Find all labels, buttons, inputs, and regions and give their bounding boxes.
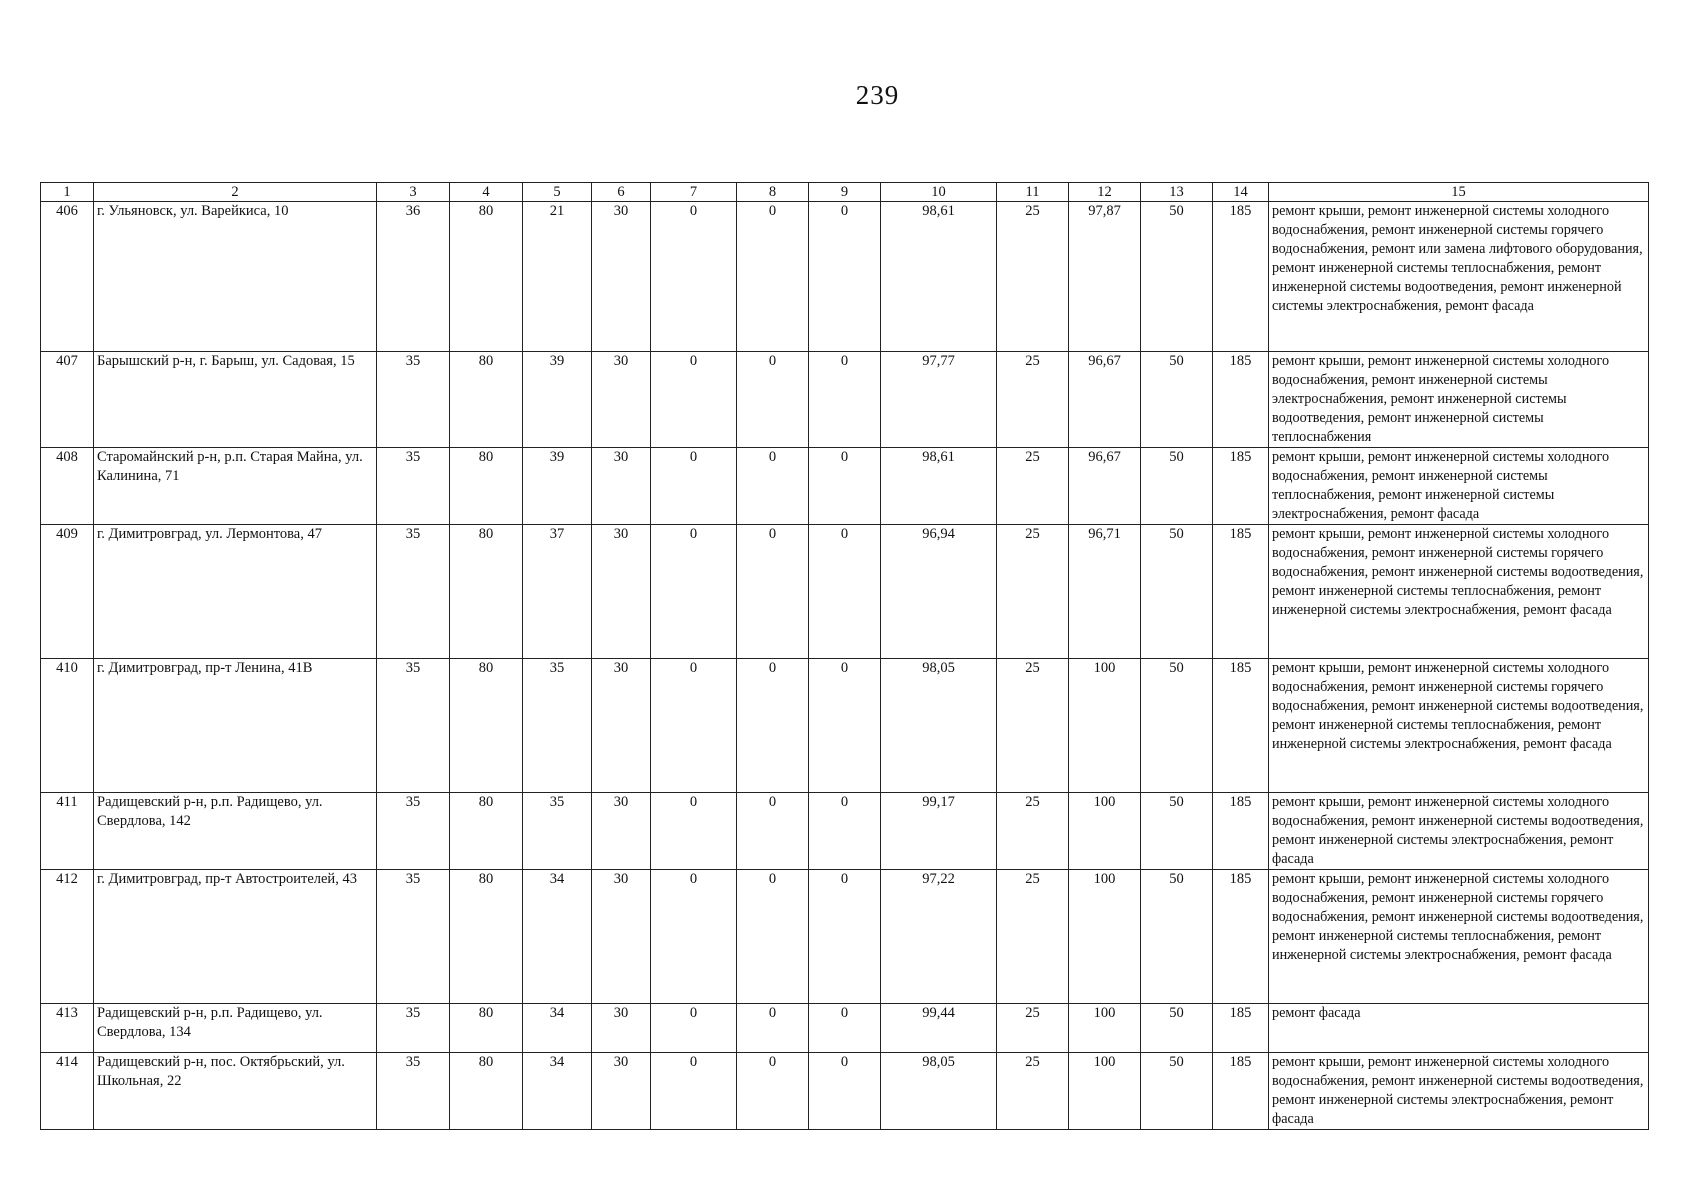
works-cell: ремонт крыши, ремонт инженерной системы холодного водоснабжения, ремонт инженерной системы горячего водоснабжения, ремонт инженерной системы водоотведения, ремонт инженерной системы теплоснабжения, ремонт инженерной системы электроснабжения, ремонт фасада [1269,525,1649,659]
table-row [41,870,1649,1004]
cell-col-14: 185 [1213,448,1269,525]
cell-col-6: 30 [592,1004,651,1053]
cell-col-13: 50 [1141,525,1213,659]
column-header-10: 10 [881,183,997,202]
column-header-11: 11 [997,183,1069,202]
works-cell: ремонт крыши, ремонт инженерной системы холодного водоснабжения, ремонт инженерной системы горячего водоснабжения, ремонт или замена лифтового оборудования, ремонт инженерной системы теплоснабжения, ремонт инженерной системы водоотведения, ремонт инженерной системы электроснабжения, ремонт фасада [1269,202,1649,352]
column-header-7: 7 [651,183,737,202]
cell-col-9: 0 [809,448,881,525]
works-cell: ремонт крыши, ремонт инженерной системы холодного водоснабжения, ремонт инженерной системы горячего водоснабжения, ремонт инженерной системы водоотведения, ремонт инженерной системы теплоснабжения, ремонт инженерной системы электроснабжения, ремонт фасада [1269,870,1649,1004]
table-row [41,448,1649,525]
cell-col-8: 0 [737,870,809,1004]
row-number-cell: 407 [41,352,94,448]
cell-col-13: 50 [1141,202,1213,352]
cell-col-14: 185 [1213,1053,1269,1130]
cell-col-6: 30 [592,659,651,793]
table-row [41,525,1649,659]
cell-col-8: 0 [737,525,809,659]
address-cell: Радищевский р-н, р.п. Радищево, ул. Свердлова, 142 [94,793,377,870]
cell-col-5: 39 [523,448,592,525]
cell-col-12: 96,67 [1069,448,1141,525]
cell-col-10: 96,94 [881,525,997,659]
cell-col-7: 0 [651,352,737,448]
registry-table [40,182,1649,1130]
cell-col-8: 0 [737,1004,809,1053]
cell-col-12: 97,87 [1069,202,1141,352]
cell-col-14: 185 [1213,202,1269,352]
cell-col-3: 35 [377,793,450,870]
cell-col-9: 0 [809,1004,881,1053]
cell-col-7: 0 [651,659,737,793]
cell-col-6: 30 [592,870,651,1004]
cell-col-8: 0 [737,352,809,448]
table-row [41,793,1649,870]
table-row [41,202,1649,352]
cell-col-3: 35 [377,1004,450,1053]
works-cell: ремонт крыши, ремонт инженерной системы холодного водоснабжения, ремонт инженерной системы водоотведения, ремонт инженерной системы электроснабжения, ремонт фасада [1269,793,1649,870]
cell-col-7: 0 [651,202,737,352]
cell-col-9: 0 [809,525,881,659]
cell-col-10: 97,22 [881,870,997,1004]
cell-col-12: 96,67 [1069,352,1141,448]
cell-col-12: 100 [1069,1004,1141,1053]
table-row [41,352,1649,448]
column-header-8: 8 [737,183,809,202]
cell-col-4: 80 [450,1053,523,1130]
cell-col-9: 0 [809,1053,881,1130]
cell-col-14: 185 [1213,1004,1269,1053]
cell-col-5: 34 [523,1053,592,1130]
cell-col-4: 80 [450,870,523,1004]
cell-col-3: 35 [377,352,450,448]
cell-col-4: 80 [450,525,523,659]
cell-col-7: 0 [651,525,737,659]
column-header-4: 4 [450,183,523,202]
cell-col-7: 0 [651,870,737,1004]
cell-col-14: 185 [1213,352,1269,448]
cell-col-12: 100 [1069,793,1141,870]
cell-col-9: 0 [809,202,881,352]
cell-col-13: 50 [1141,352,1213,448]
address-cell: г. Димитровград, пр-т Ленина, 41В [94,659,377,793]
cell-col-11: 25 [997,202,1069,352]
cell-col-13: 50 [1141,870,1213,1004]
cell-col-4: 80 [450,793,523,870]
row-number-cell: 409 [41,525,94,659]
cell-col-12: 100 [1069,659,1141,793]
cell-col-7: 0 [651,448,737,525]
table-row [41,1053,1649,1130]
cell-col-10: 97,77 [881,352,997,448]
row-number-cell: 412 [41,870,94,1004]
cell-col-10: 98,61 [881,448,997,525]
table-header [41,183,1649,202]
row-number-cell: 411 [41,793,94,870]
address-cell: г. Ульяновск, ул. Варейкиса, 10 [94,202,377,352]
cell-col-4: 80 [450,448,523,525]
cell-col-7: 0 [651,1004,737,1053]
row-number-cell: 413 [41,1004,94,1053]
row-number-cell: 408 [41,448,94,525]
address-cell: Радищевский р-н, пос. Октябрьский, ул. Школьная, 22 [94,1053,377,1130]
column-header-13: 13 [1141,183,1213,202]
works-cell: ремонт крыши, ремонт инженерной системы холодного водоснабжения, ремонт инженерной системы теплоснабжения, ремонт инженерной системы электроснабжения, ремонт фасада [1269,448,1649,525]
cell-col-6: 30 [592,793,651,870]
works-cell: ремонт фасада [1269,1004,1649,1053]
cell-col-11: 25 [997,793,1069,870]
cell-col-9: 0 [809,793,881,870]
column-header-14: 14 [1213,183,1269,202]
cell-col-13: 50 [1141,1053,1213,1130]
cell-col-9: 0 [809,352,881,448]
address-cell: г. Димитровград, ул. Лермонтова, 47 [94,525,377,659]
cell-col-7: 0 [651,793,737,870]
cell-col-6: 30 [592,448,651,525]
cell-col-3: 35 [377,525,450,659]
cell-col-14: 185 [1213,659,1269,793]
cell-col-6: 30 [592,352,651,448]
address-cell: Радищевский р-н, р.п. Радищево, ул. Свердлова, 134 [94,1004,377,1053]
cell-col-11: 25 [997,870,1069,1004]
cell-col-10: 99,17 [881,793,997,870]
cell-col-13: 50 [1141,659,1213,793]
cell-col-3: 35 [377,659,450,793]
table-body [41,202,1649,1130]
cell-col-5: 35 [523,793,592,870]
cell-col-4: 80 [450,352,523,448]
cell-col-14: 185 [1213,525,1269,659]
row-number-cell: 414 [41,1053,94,1130]
works-cell: ремонт крыши, ремонт инженерной системы холодного водоснабжения, ремонт инженерной системы водоотведения, ремонт инженерной системы электроснабжения, ремонт фасада [1269,1053,1649,1130]
cell-col-11: 25 [997,1053,1069,1130]
cell-col-9: 0 [809,659,881,793]
cell-col-3: 36 [377,202,450,352]
cell-col-5: 35 [523,659,592,793]
cell-col-11: 25 [997,1004,1069,1053]
column-header-6: 6 [592,183,651,202]
row-number-cell: 410 [41,659,94,793]
works-cell: ремонт крыши, ремонт инженерной системы холодного водоснабжения, ремонт инженерной системы горячего водоснабжения, ремонт инженерной системы водоотведения, ремонт инженерной системы теплоснабжения, ремонт инженерной системы электроснабжения, ремонт фасада [1269,659,1649,793]
cell-col-8: 0 [737,1053,809,1130]
cell-col-6: 30 [592,525,651,659]
cell-col-13: 50 [1141,448,1213,525]
table-row [41,659,1649,793]
cell-col-14: 185 [1213,870,1269,1004]
cell-col-12: 100 [1069,1053,1141,1130]
cell-col-10: 99,44 [881,1004,997,1053]
table-row [41,1004,1649,1053]
cell-col-8: 0 [737,202,809,352]
cell-col-6: 30 [592,1053,651,1130]
cell-col-5: 39 [523,352,592,448]
cell-col-5: 21 [523,202,592,352]
cell-col-5: 37 [523,525,592,659]
column-header-2: 2 [94,183,377,202]
cell-col-8: 0 [737,793,809,870]
cell-col-6: 30 [592,202,651,352]
cell-col-14: 185 [1213,793,1269,870]
cell-col-5: 34 [523,870,592,1004]
cell-col-10: 98,05 [881,659,997,793]
cell-col-12: 96,71 [1069,525,1141,659]
cell-col-7: 0 [651,1053,737,1130]
cell-col-11: 25 [997,448,1069,525]
address-cell: г. Димитровград, пр-т Автостроителей, 43 [94,870,377,1004]
column-header-12: 12 [1069,183,1141,202]
address-cell: Барышский р-н, г. Барыш, ул. Садовая, 15 [94,352,377,448]
cell-col-5: 34 [523,1004,592,1053]
cell-col-12: 100 [1069,870,1141,1004]
cell-col-13: 50 [1141,1004,1213,1053]
cell-col-3: 35 [377,870,450,1004]
cell-col-3: 35 [377,1053,450,1130]
cell-col-4: 80 [450,1004,523,1053]
address-cell: Старомайнский р-н, р.п. Старая Майна, ул. Калинина, 71 [94,448,377,525]
column-header-9: 9 [809,183,881,202]
cell-col-3: 35 [377,448,450,525]
cell-col-8: 0 [737,659,809,793]
cell-col-10: 98,61 [881,202,997,352]
header-row [41,183,1649,202]
works-cell: ремонт крыши, ремонт инженерной системы холодного водоснабжения, ремонт инженерной системы электроснабжения, ремонт инженерной системы водоотведения, ремонт инженерной системы теплоснабжения [1269,352,1649,448]
cell-col-9: 0 [809,870,881,1004]
cell-col-11: 25 [997,525,1069,659]
column-header-15: 15 [1269,183,1649,202]
cell-col-11: 25 [997,352,1069,448]
cell-col-8: 0 [737,448,809,525]
column-header-1: 1 [41,183,94,202]
column-header-3: 3 [377,183,450,202]
column-header-5: 5 [523,183,592,202]
cell-col-10: 98,05 [881,1053,997,1130]
cell-col-4: 80 [450,202,523,352]
cell-col-11: 25 [997,659,1069,793]
cell-col-4: 80 [450,659,523,793]
cell-col-13: 50 [1141,793,1213,870]
page-number: 239 [855,80,900,110]
row-number-cell: 406 [41,202,94,352]
